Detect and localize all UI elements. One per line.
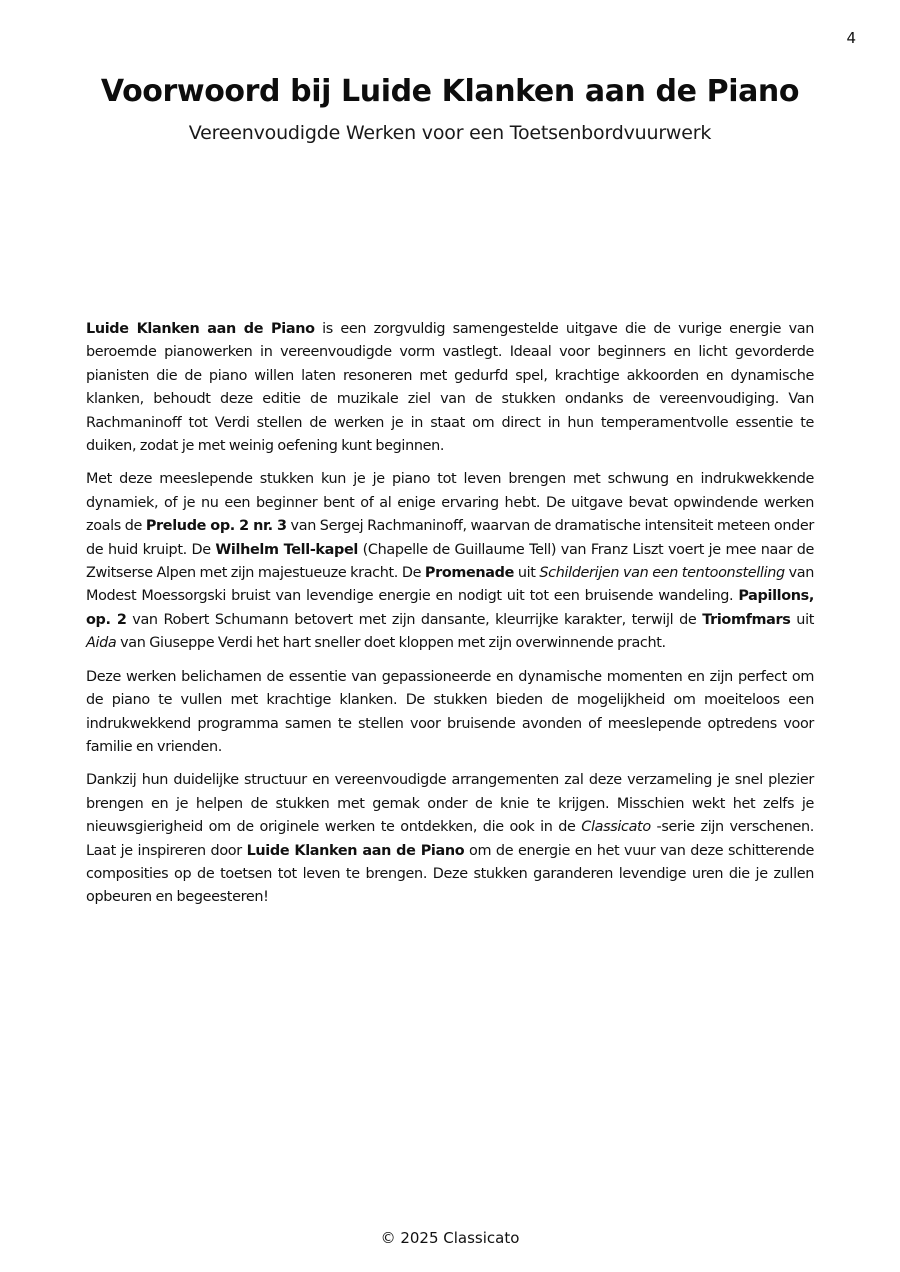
paragraph-works: [86, 468, 814, 655]
page-number: 4: [846, 29, 856, 47]
work-title-papillons: Papillons, op. 2: [86, 588, 814, 628]
text-run: uit: [514, 565, 540, 582]
work-title-prelude: Prelude op. 2 nr. 3: [145, 518, 287, 535]
text-run: om de energie en het vuur van deze schitterende composities op de toetsen tot leven te brengen. Deze stukken garanderen levendige uren die je zullen opbeuren en begeesteren!: [86, 842, 814, 906]
foreword-body: [86, 318, 814, 920]
text-run: van Sergej Rachmaninoff, waarvan de dramatische intensiteit meteen onder de huid kruipt. De: [86, 518, 814, 558]
copyright-footer: © 2025 Classicato: [380, 1229, 520, 1247]
text-run: (Chapelle de Guillaume Tell) van Franz Liszt voert je mee naar de Zwitserse Alpen met zijn majestueuze kracht. De: [86, 541, 814, 582]
page-subtitle: Vereenvoudigde Werken voor een Toetsenbordvuurwerk: [188, 122, 712, 144]
paragraph-intro: [86, 318, 814, 458]
series-name-classicato: Classicato: [581, 819, 651, 836]
work-title-aida: Aida: [86, 635, 117, 652]
text-run: uit: [790, 611, 815, 628]
text-run: Met deze meeslepende stukken kun je je piano tot leven brengen met schwung en indrukwekkende dynamiek, of je nu een beginner bent of al enige ervaring hebt. De uitgave bevat opwindende werken zoals de: [86, 471, 814, 535]
paragraph-essence: [86, 666, 814, 760]
text-run: Deze werken belichamen de essentie van gepassioneerde en dynamische momenten en zijn perfect om de piano te vullen met krachtige klanken. De stukken bieden de mogelijkheid om moeiteloos een indrukwekkend programma samen te stellen voor bruisende avonden of meeslepende optredens voor familie en vrienden.: [86, 668, 814, 755]
text-run: van Giuseppe Verdi het hart sneller doet kloppen met zijn overwinnende pracht.: [116, 635, 666, 652]
work-title-promenade: Promenade: [424, 565, 515, 582]
work-title-wilhelm-tell: Wilhelm Tell-kapel: [215, 541, 358, 558]
work-title-schilderijen: Schilderijen van een tentoonstelling: [539, 565, 785, 582]
text-run: van Robert Schumann betovert met zijn dansante, kleurrijke karakter, terwijl de: [126, 611, 703, 628]
text-run: Dankzij hun duidelijke structuur en vereenvoudigde arrangementen zal deze verzameling je snel plezier brengen en je helpen de stukken met gemak onder de knie te krijgen. Misschien wekt het zelfs je nieuwsgierigheid om de originele werken te ontdekken, die ook in de: [86, 772, 814, 836]
text-run: is een zorgvuldig samengestelde uitgave die de vurige energie van beroemde pianowerken in vereenvoudigde vorm vastlegt. Ideaal voor beginners en licht gevorderde pianisten die de piano willen laten resoneren met gedurfd spel, krachtige akkoorden en dynamische klanken, behoudt deze editie de muzikale ziel van de stukken ondanks de vereenvoudiging. Van Rachmaninoff tot Verdi stellen de werken je in staat om direct in hun temperamentvolle essentie te duiken, zodat je met weinig oefening kunt beginnen.: [86, 321, 814, 455]
book-title-bold: Luide Klanken aan de Piano: [246, 842, 465, 859]
work-title-triomfmars: Triomfmars: [702, 611, 791, 628]
text-run: van Modest Moessorgski bruist van levendige energie en nodigt uit tot een bruisende wandeling.: [86, 565, 814, 605]
book-title-bold: Luide Klanken aan de Piano: [86, 321, 315, 337]
paragraph-closing: [86, 769, 814, 909]
page-title: Voorwoord bij Luide Klanken aan de Piano: [100, 74, 800, 109]
text-run: -serie zijn verschenen. Laat je inspireren door: [86, 819, 814, 859]
